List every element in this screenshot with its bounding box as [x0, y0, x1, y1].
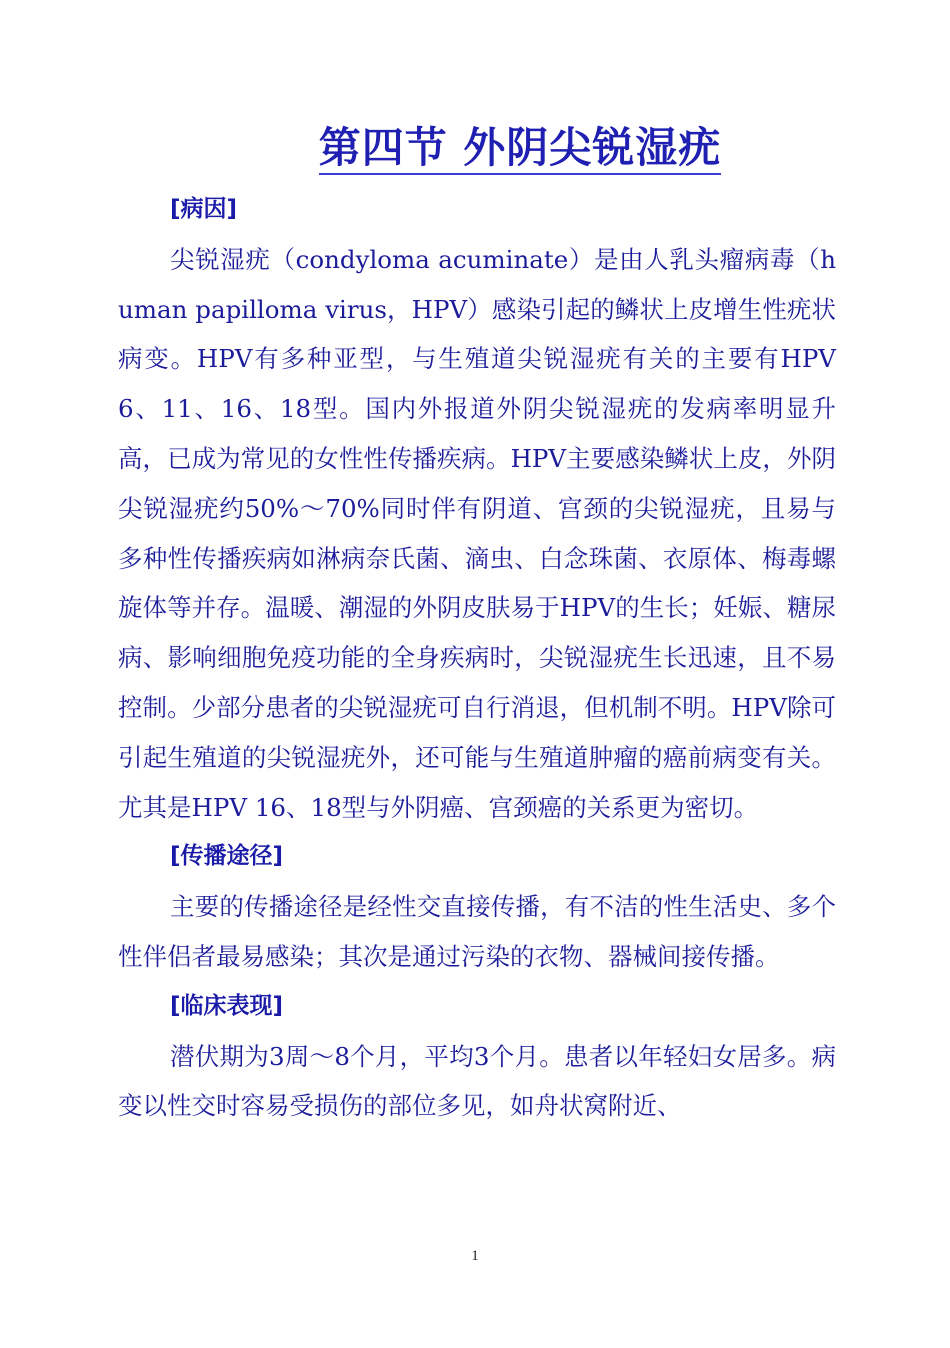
- section-paragraph-clinical: 潜伏期为3周～8个月，平均3个月。患者以年轻妇女居多。病变以性交时容易受损伤的部位多见，如舟状窝附近、: [118, 1041, 836, 1121]
- section-paragraph-transmission: 主要的传播途径是经性交直接传播，有不洁的性生活史、多个性伴侣者最易感染；其次是通过污染的衣物、器械间接传播。: [118, 892, 836, 971]
- section-paragraph-etiology: 尖锐湿疣（condyloma acuminate）是由人乳头瘤病毒（human papilloma virus，HPV）感染引起的鳞状上皮增生性疣状病变。HPV有多种亚型，与生殖道尖锐湿疣有关的主要有HPV 6、11、16、18型。国内外报道外阴尖锐湿疣的发病率明显升高，已成为常见的女性性传播疾病。HPV主要感染鳞状上皮，外阴尖锐湿疣约50%～70%同时伴有阴道、宫颈的尖锐湿疣，且易与多种性传播疾病如淋病奈氏菌、滴虫、白念珠菌、衣原体、梅毒螺旋体等并存。温暖、潮湿的外阴皮肤易于HPV的生长；妊娠、糖尿病、影响细胞免疫功能的全身疾病时，尖锐湿疣生长迅速，且不易控制。少部分患者的尖锐湿疣可自行消退，但机制不明。HPV除可引起生殖道的尖锐湿疣外，还可能与生殖道肿瘤的癌前病变有关。尤其是HPV 16、18型与外阴癌、宫颈癌的关系更为密切。: [118, 244, 836, 822]
- section-heading-clinical: [临床表现]: [170, 992, 284, 1019]
- section-heading-transmission: [传播途径]: [170, 843, 284, 870]
- page-title: [0, 118, 950, 178]
- page-title-text: 第四节 外阴尖锐湿疣: [319, 123, 722, 175]
- document-body: [118, 185, 836, 1131]
- page-number: 1: [471, 1248, 479, 1264]
- section-heading-etiology: [病因]: [170, 196, 238, 222]
